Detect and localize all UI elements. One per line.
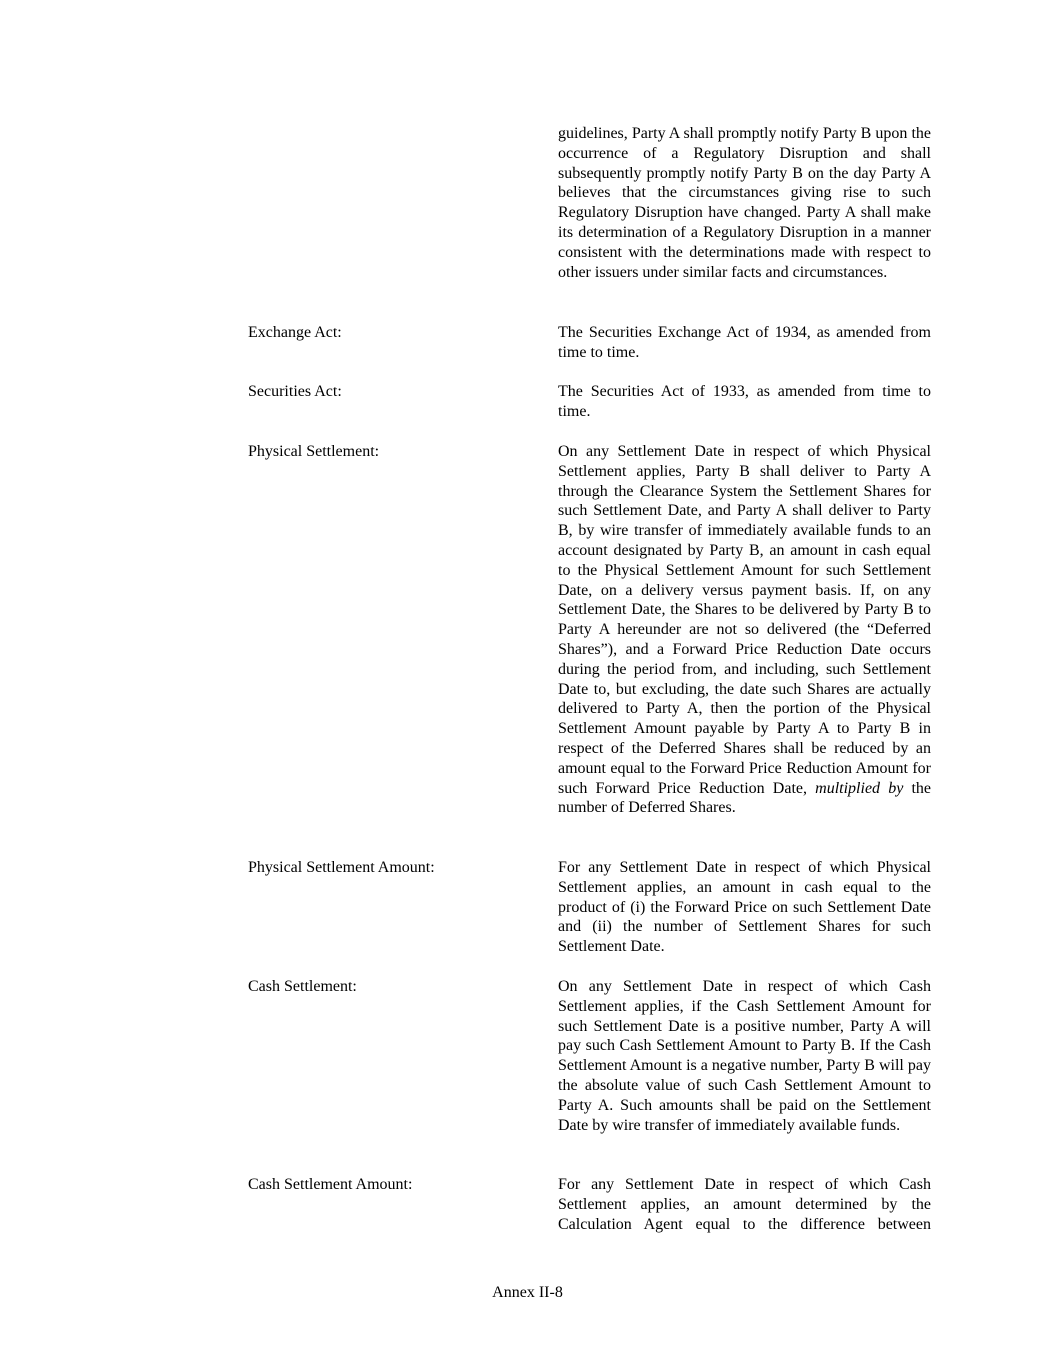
definition-text: On any Settlement Date in respect of which Physical Settlement applies, Party B shall deliver to Party A through the Clearance System the Settlement Shares for such Settlement Date, and Party A shall deliver to Party B, by wire transfer of immediately available funds to an account designated by Party B, an amount in cash equal to the Physical Settlement Amount for such Settlement Date, on a delivery versus payment basis. If, on any Settlement Date, the Shares to be delivered by Party B to Party A hereunder are not so delivered (the “Deferred Shares”), and a Forward Price Reduction Date occurs during the period from, and including, such Settlement Date to, but excluding, the date such Shares are actually delivered to Party A, then the portion of the Physical Settlement Amount payable by Party A to Party B in respect of the Deferred Shares shall be reduced by an amount equal to the Forward Price Reduction Amount for such Forward Price Reduction Date,: [558, 443, 931, 797]
term-definition: For any Settlement Date in respect of which Physical Settlement applies, an amount in cash equal to the product of (i) the Forward Price on such Settlement Date and (ii) the number of Settlement Shares for such Settlement Date.: [558, 859, 931, 956]
term-label: Exchange Act:: [248, 324, 342, 341]
definition-text-end: the number of Deferred Shares.: [558, 779, 931, 817]
term-label: Physical Settlement Amount:: [248, 859, 435, 876]
term-definition: On any Settlement Date in respect of which Cash Settlement applies, if the Cash Settlement Amount for such Settlement Date is a positive number, Party A will pay such Cash Settlement Amount to Party B. If the Cash Settlement Amount is a negative number, Party B will pay the absolute value of such Cash Settlement Amount to Party A. Such amounts shall be paid on the Settlement Date by wire transfer of immediately available funds.: [558, 978, 931, 1134]
definition-italic-text: multiplied by: [815, 779, 904, 797]
term-definition: [558, 442, 931, 818]
term-label: Physical Settlement:: [248, 443, 380, 460]
term-definition: The Securities Exchange Act of 1934, as amended from time to time.: [558, 324, 931, 361]
term-label: Cash Settlement Amount:: [248, 1176, 413, 1193]
continuation-text: guidelines, Party A shall promptly notify Party B upon the occurrence of a Regulatory Disruption and shall subsequently promptly notify Party B on the day Party A believes that the circumstances giving rise to such Regulatory Disruption have changed. Party A shall make its determination of a Regulatory Disruption in a manner consistent with the determinations made with respect to other issuers under similar facts and circumstances.: [558, 125, 931, 281]
term-label: Securities Act:: [248, 383, 342, 400]
term-definition: The Securities Act of 1933, as amended from time to time.: [558, 383, 931, 420]
term-definition: For any Settlement Date in respect of which Cash Settlement applies, an amount determined by the Calculation Agent equal to the difference between: [558, 1176, 931, 1233]
page-footer: Annex II-8: [492, 1284, 563, 1301]
term-label: Cash Settlement:: [248, 978, 357, 995]
